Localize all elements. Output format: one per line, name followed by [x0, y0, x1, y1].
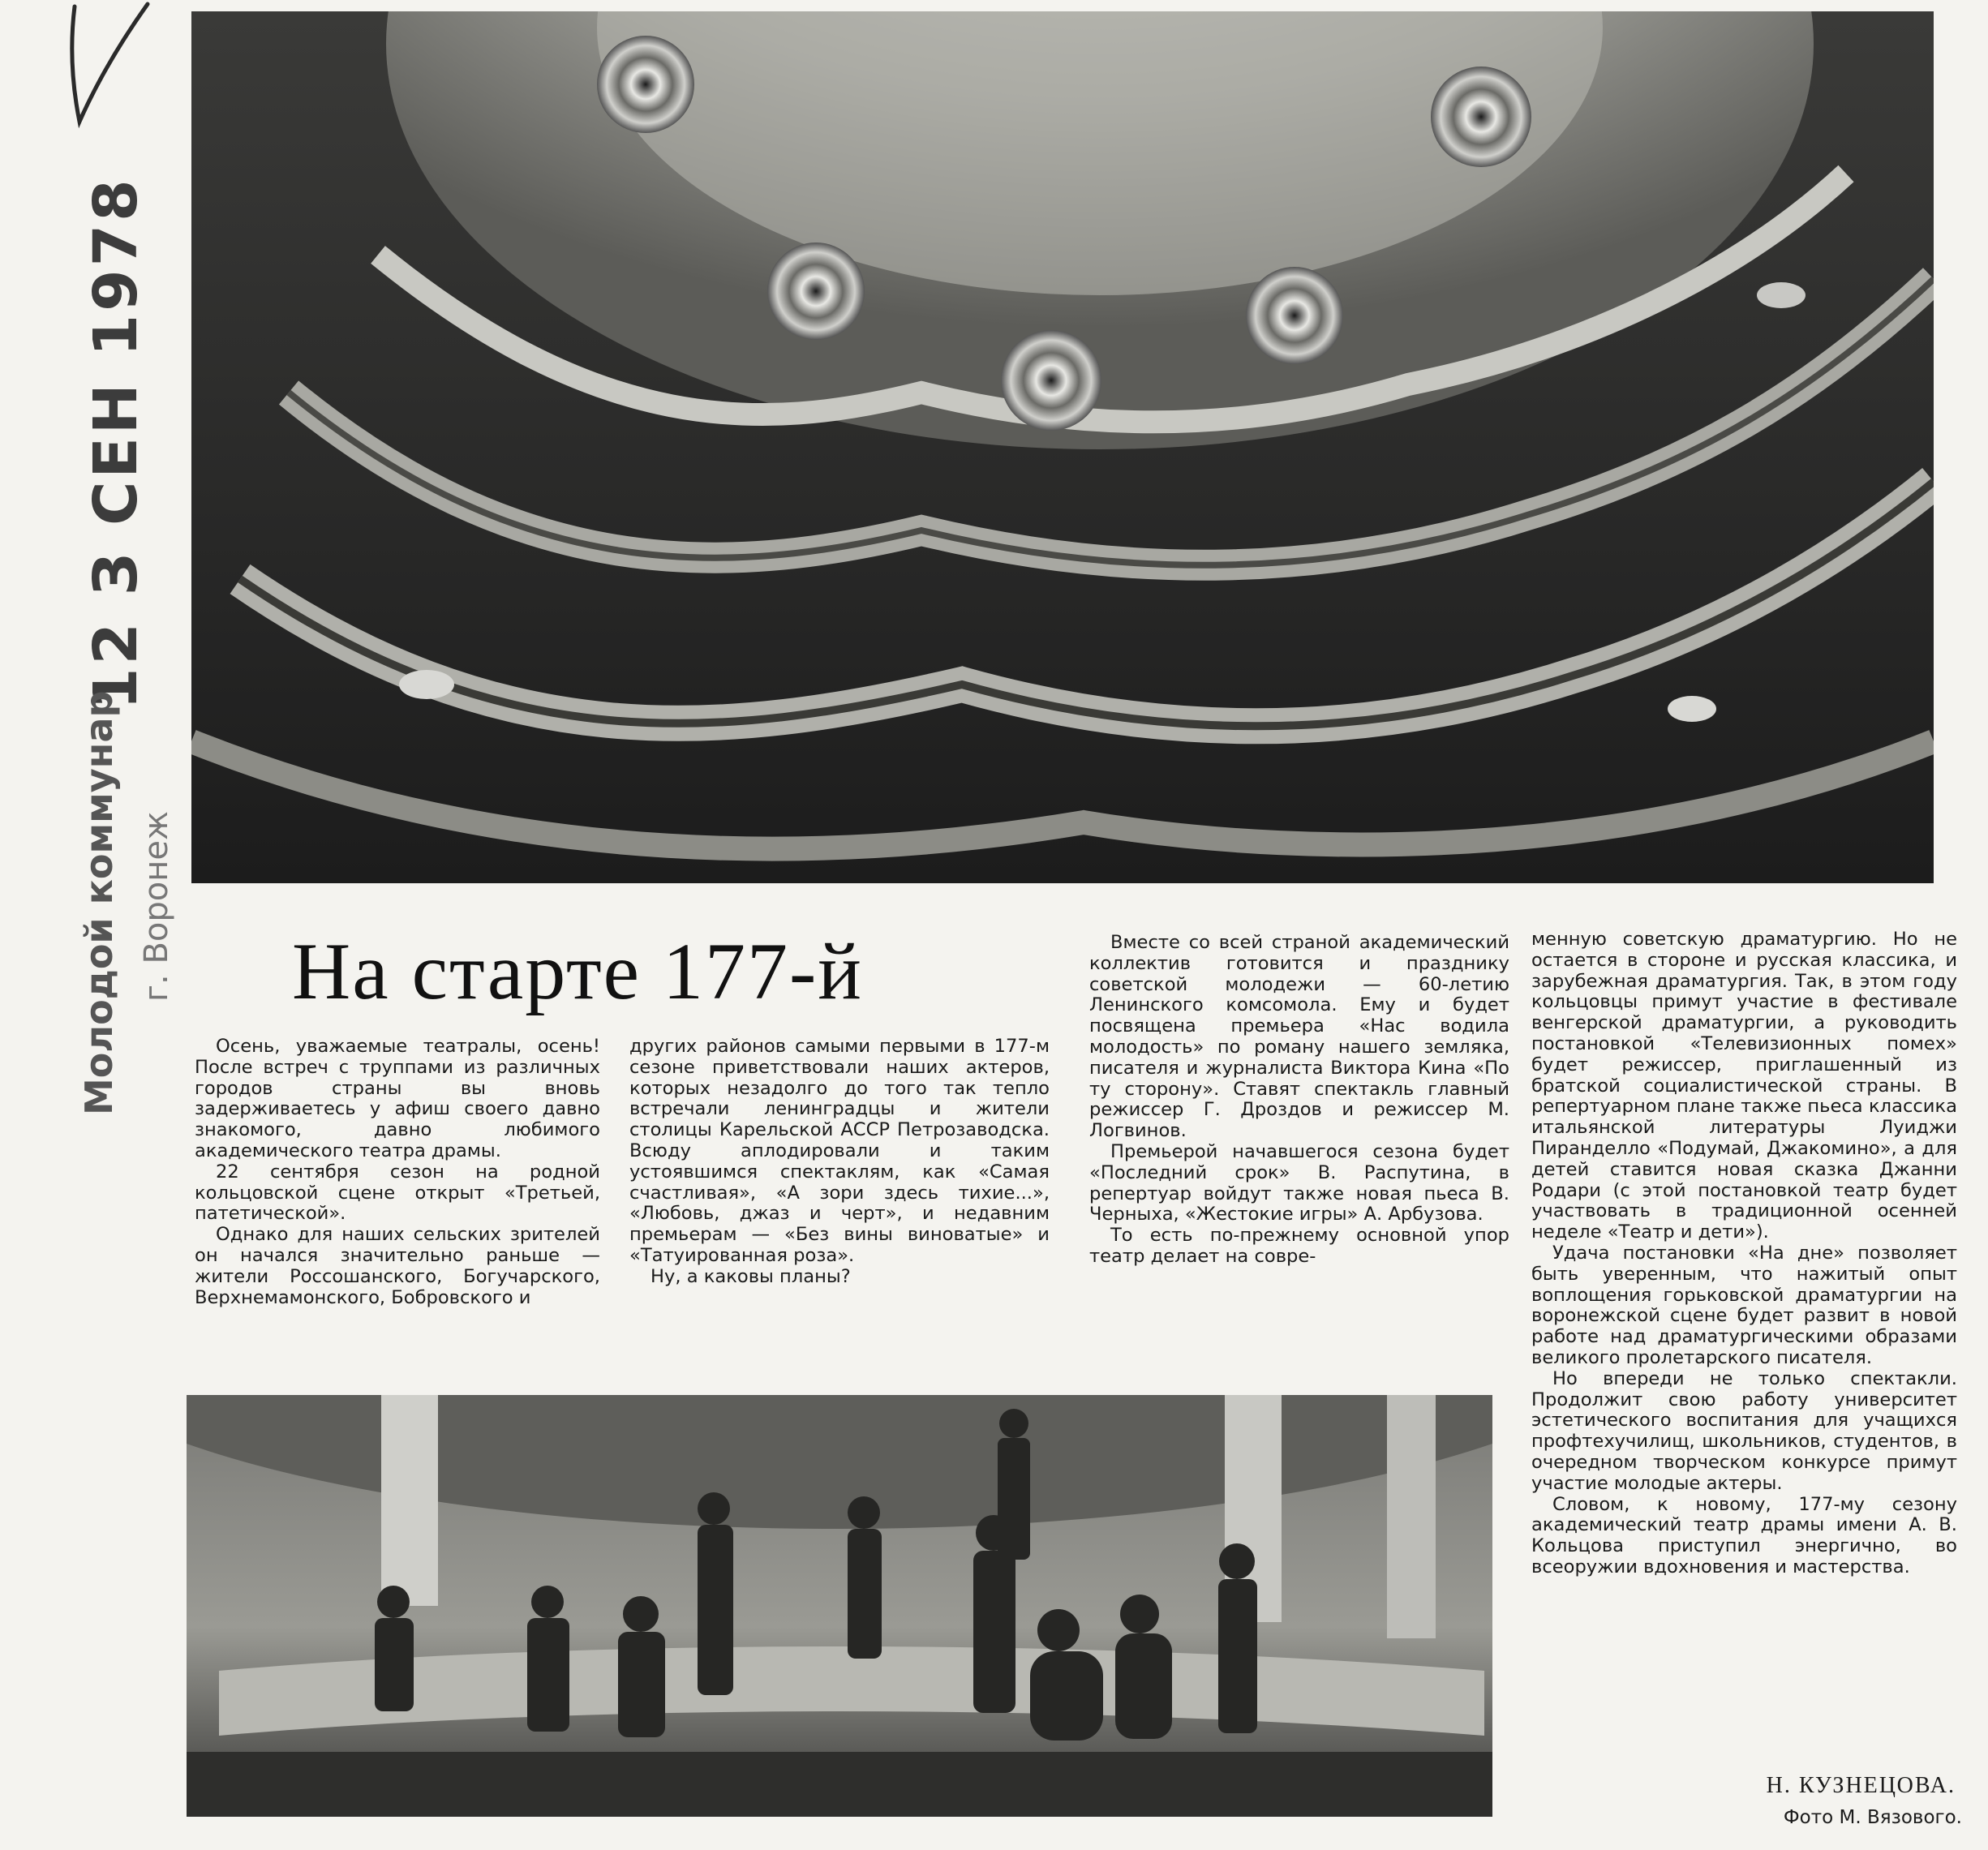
article-headline: На старте 177-й	[292, 926, 863, 1016]
handwritten-checkmark	[65, 0, 154, 130]
city-stamp: г. Воронеж	[138, 810, 175, 1002]
theatre-ceiling-photo	[191, 11, 1934, 883]
ceiling-photo-image	[191, 11, 1934, 883]
article-paragraph: Ну, а каковы планы?	[651, 1265, 851, 1287]
article-paragraph: 22 сентября сезон на родной кольцовской сцене открыт «Третьей, патетической».	[195, 1161, 600, 1225]
article-paragraph: Осень, уважаемые театралы, осень! После встреч с труппами из различных городов страны вы вновь задерживаетесь у афиш своего давно знакомого, давно любимого академического театра драмы.	[195, 1036, 600, 1161]
rehearsal-photo	[187, 1395, 1492, 1817]
rehearsal-photo-image	[187, 1395, 1492, 1817]
article-column-2	[629, 1037, 1050, 1288]
photo-credit: Фото М. Вязового.	[1783, 1807, 1962, 1828]
article-paragraph: Удача постановки «На дне» позволяет быть уверенным, что нажитый опыт воплощения горьковской драматургии на воронежской сцене будет развит в новой работе над драматургическими образами великого пролетарского писателя.	[1531, 1242, 1957, 1368]
article-paragraph: менную советскую драматургию. Но не остается в стороне и русская классика, и зарубежная драматургия. Так, в этом году кольцовцы примут участие в фестивале венгерской драматургии, а руководить постановкой «Телевизионных помех» будет режиссер, приглашенный из братской социалистической страны. В репертуарном плане также пьеса классика итальянской литературы Луиджи Пиранделло «Подумай, Джакомино», а для детей ставится новая сказка Джанни Родари (с этой постановкой театр будет участвовать в традиционной осенней неделе «Театр и дети»).	[1531, 929, 1957, 1243]
article-column-4	[1531, 929, 1957, 1578]
article-paragraph: Вместе со всей страной академический коллектив готовится и празднику советской молодежи — 60-летию Ленинского комсомола. Ему и будет посвящена премьера «Нас водила молодость» по роману нашего земляка, писателя и журналиста Виктора Кина «По ту сторону». Ставят спектакль главный режиссер Г. Дроздов и режиссер М. Логвинов.	[1089, 932, 1509, 1142]
article-paragraph: Но впереди не только спектакли. Продолжит свою работу университет эстетического воспитания для учащихся профтехучилищ, школьников, студентов, в очередном творческом конкурсе примут участие молодые актеры.	[1531, 1367, 1957, 1494]
article-column-1	[195, 1037, 600, 1308]
article-paragraph: Словом, к новому, 177-му сезону академический театр драмы имени А. В. Кольцова приступил энергично, во всеоружии вдохновения и мастерства.	[1531, 1493, 1957, 1577]
article-paragraph: Однако для наших сельских зрителей он начался значительно раньше — жители Россошанского, Богучарского, Верхнемамонского, Бобровского и	[195, 1224, 600, 1308]
author-byline: Н. КУЗНЕЦОВА.	[1766, 1773, 1956, 1798]
article-paragraph: То есть по-прежнему основной упор театр делает на совре-	[1089, 1225, 1509, 1267]
article-column-3	[1089, 933, 1509, 1268]
newspaper-name-stamp: Молодой коммунар	[77, 690, 121, 1115]
article-paragraph: других районов самыми первыми в 177-м сезоне приветствовали наших актеров, которых незадолго до того так тепло встречали ленинградцы и жители столицы Карельской АССР Петрозаводска. Всюду аплодировали и таким устоявшимся спектаклям, как «Самая счастливая», «А зори здесь тихие...», «Любовь, джаз и черт», и недавним премьерам — «Без вины виноватые» и «Татуированная роза».	[629, 1036, 1050, 1266]
article-paragraph: Премьерой начавшегося сезона будет «Последний срок» В. Распутина, в репертуар войдут также новая пьеса В. Черныха, «Жестокие игры» А. Арбузова.	[1089, 1140, 1509, 1225]
archive-date-stamp: 12 З СЕН 1978	[81, 176, 151, 710]
